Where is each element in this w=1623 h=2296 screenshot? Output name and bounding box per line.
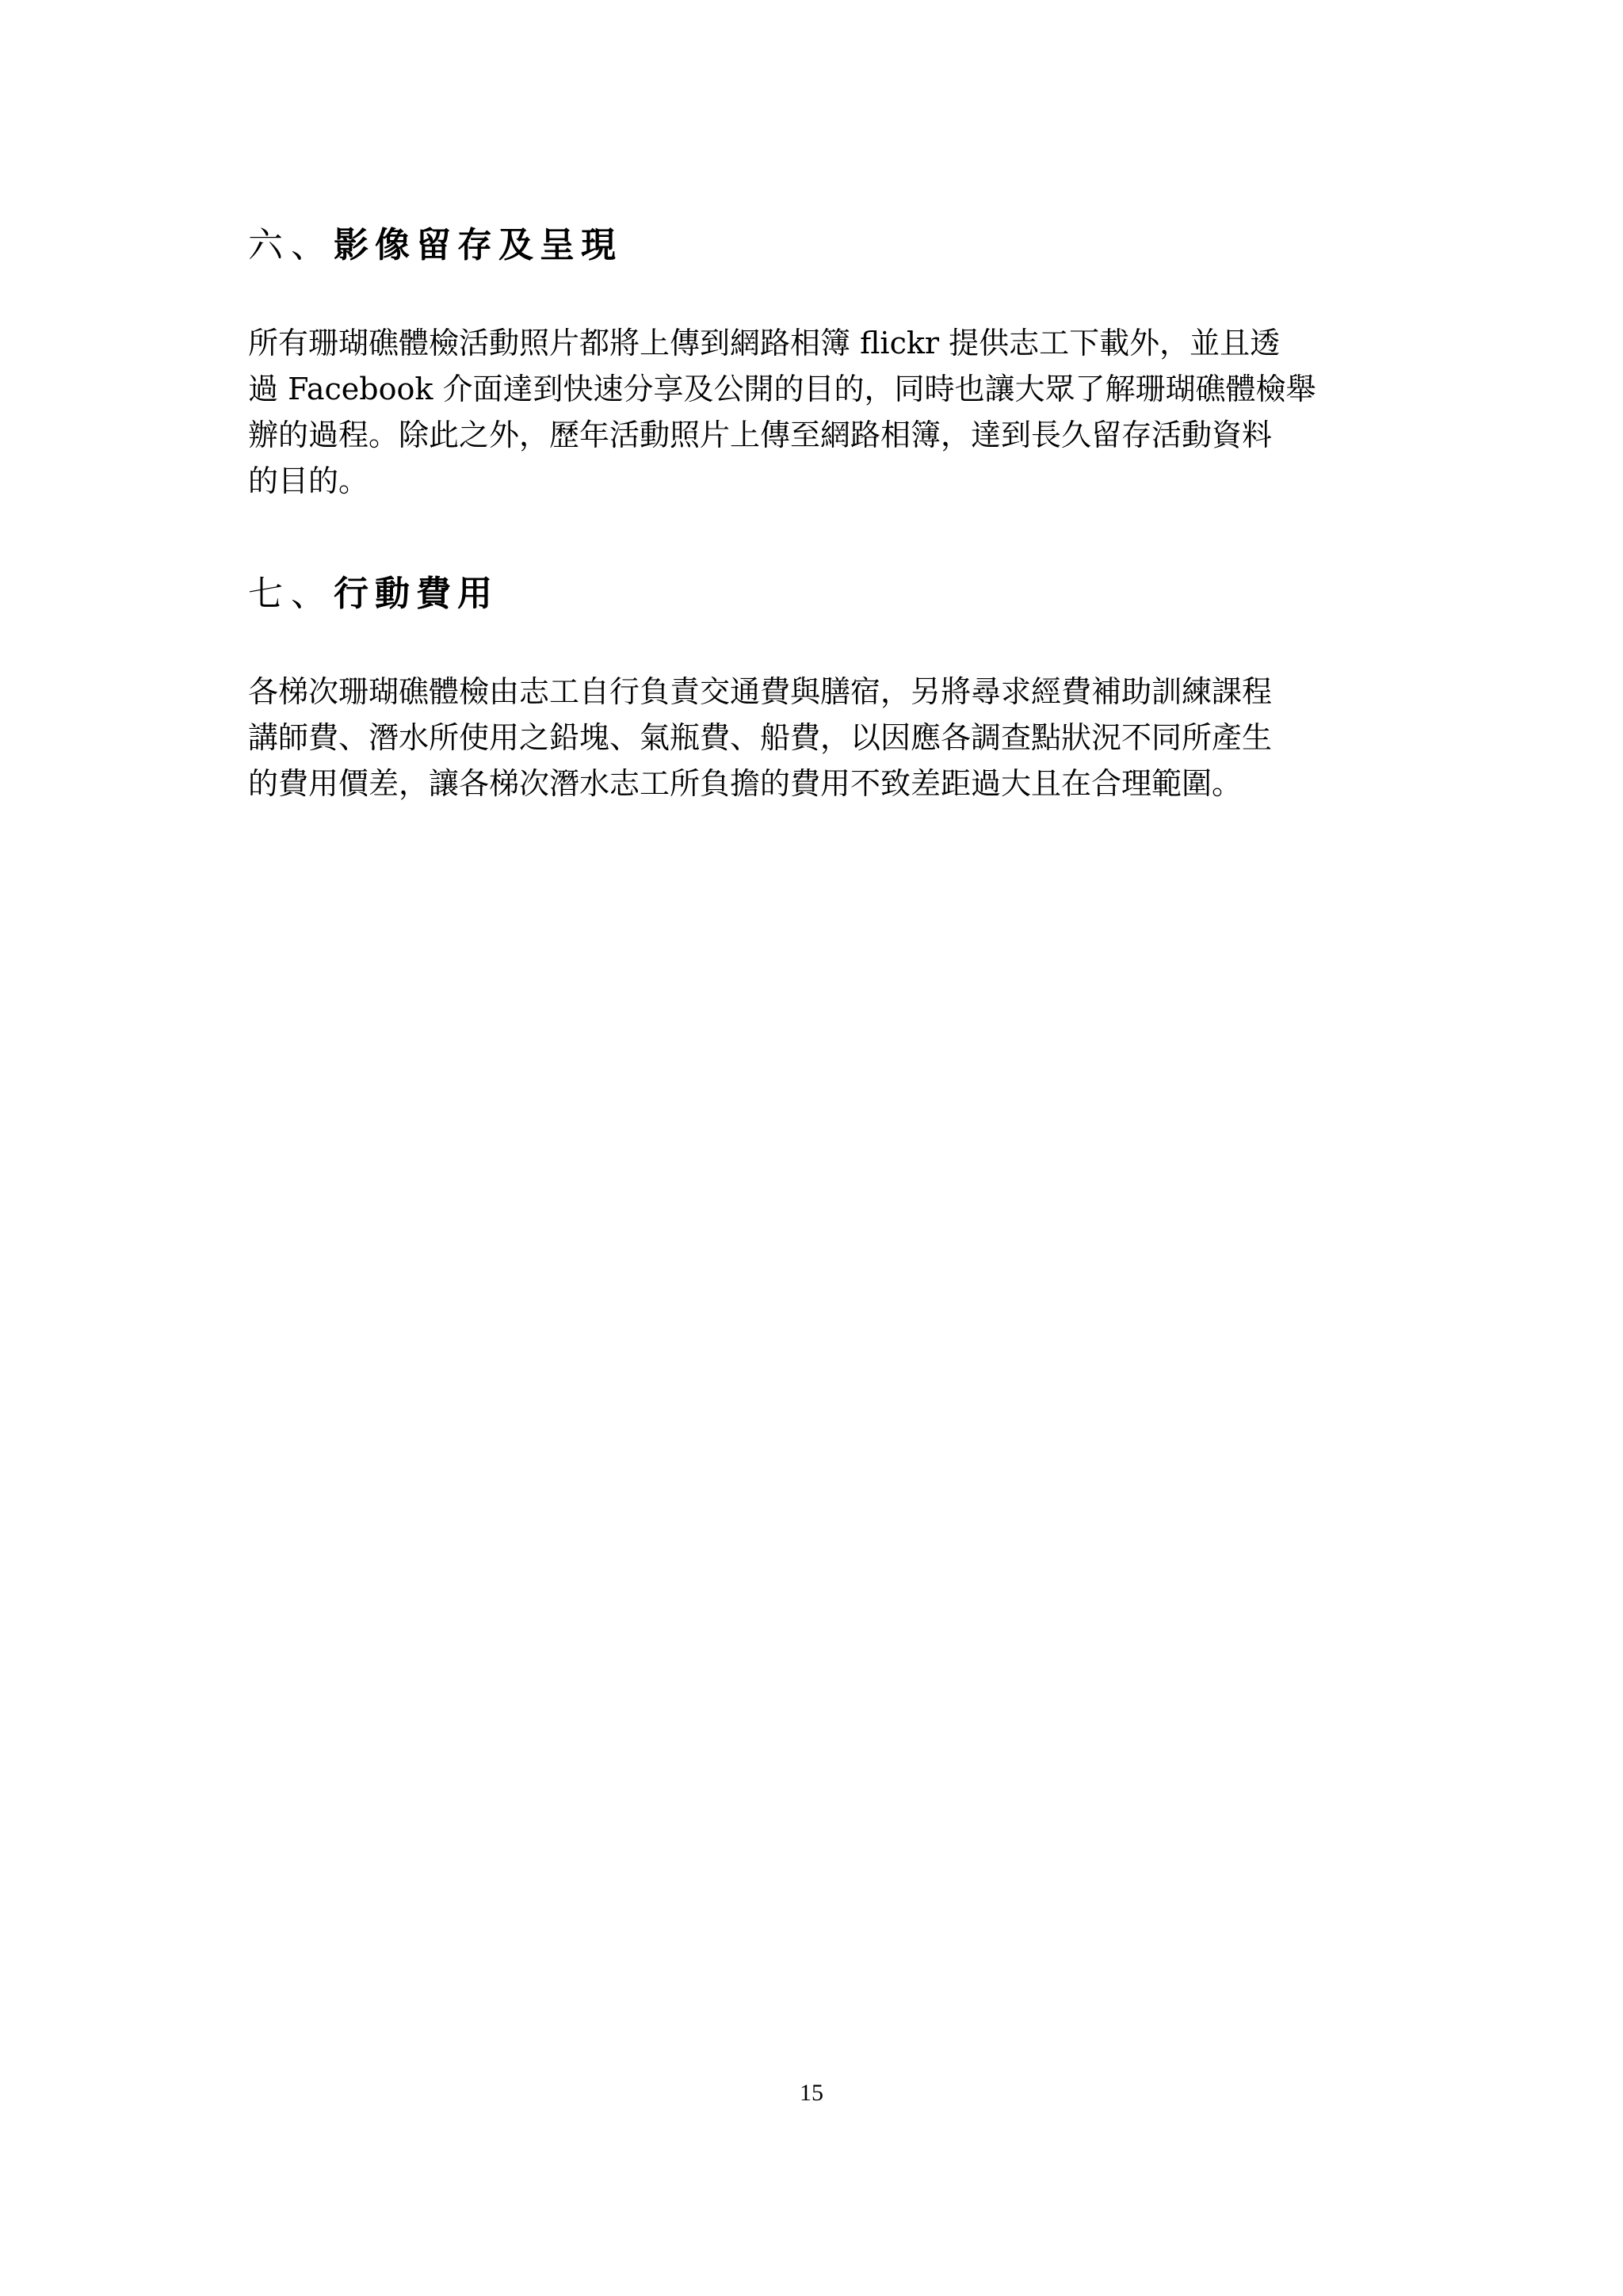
- section-title: 影像留存及呈現: [334, 225, 622, 265]
- paragraph-line: 所有珊瑚礁體檢活動照片都將上傳到網路相簿 flickr 提供志工下載外，並且透: [248, 326, 1281, 360]
- section-heading: [248, 570, 1389, 618]
- page-number: 15: [800, 2080, 823, 2106]
- section-title: 行動費用: [334, 574, 498, 614]
- section-heading: [248, 222, 1389, 269]
- paragraph-line: 講師費、潛水所使用之鉛塊、氣瓶費、船費，以因應各調查點狀況不同所產生: [248, 720, 1273, 755]
- section-number: 七、: [248, 574, 334, 614]
- section-paragraph: [248, 669, 1389, 807]
- section-image-retention: [248, 222, 1389, 504]
- paragraph-line: 過 Facebook 介面達到快速分享及公開的目的，同時也讓大眾了解珊瑚礁體檢舉: [248, 372, 1316, 406]
- paragraph-line: 各梯次珊瑚礁體檢由志工自行負責交通費與膳宿，另將尋求經費補助訓練課程: [248, 674, 1273, 709]
- paragraph-line: 辦的過程。除此之外，歷年活動照片上傳至網路相簿，達到長久留存活動資料: [248, 418, 1273, 452]
- section-action-costs: [248, 570, 1389, 807]
- paragraph-line: 的費用價差，讓各梯次潛水志工所負擔的費用不致差距過大且在合理範圍。: [248, 766, 1243, 801]
- paragraph-line: 的目的。: [248, 463, 369, 498]
- section-paragraph: [248, 320, 1389, 504]
- section-number: 六、: [248, 225, 334, 265]
